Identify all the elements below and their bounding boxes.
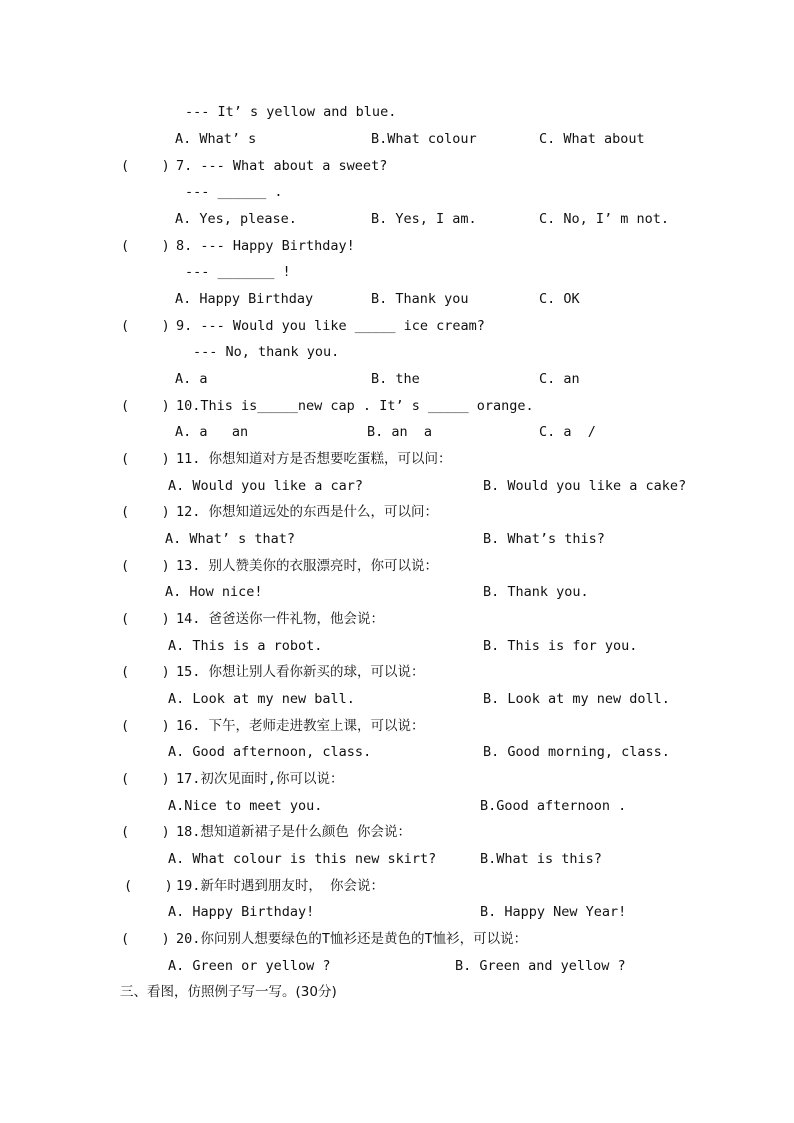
q10-paren: ( ) xyxy=(121,398,170,414)
q15-option-a: A. Look at my new ball. xyxy=(168,691,355,707)
q6-option-c: C. What about xyxy=(539,131,645,147)
q14-option-a: A. This is a robot. xyxy=(168,638,323,654)
q16-question: 16. 下午，老师走进教室上课，可以说： xyxy=(176,718,425,734)
q19-option-a: A. Happy Birthday! xyxy=(168,904,315,920)
q20-option-b: B. Green and yellow ? xyxy=(455,958,626,974)
q9-question: 9. --- Would you like _____ ice cream? xyxy=(176,318,485,334)
q12-option-b: B. What’s this? xyxy=(483,531,605,547)
q20-option-a: A. Green or yellow ? xyxy=(168,958,331,974)
q18-option-a: A. What colour is this new skirt? xyxy=(168,851,437,867)
q18-question: 18.想知道新裙子是什么颜色 你会说： xyxy=(176,824,412,840)
q19-paren: ( ) xyxy=(124,878,173,894)
q19-option-b: B. Happy New Year! xyxy=(480,904,627,920)
q9-option-a: A. a xyxy=(175,371,208,387)
q11-question: 11. 你想知道对方是否想要吃蛋糕，可以问： xyxy=(176,451,452,467)
q16-option-b: B. Good morning, class. xyxy=(483,744,670,760)
q7-question: 7. --- What about a sweet? xyxy=(176,158,388,174)
q17-question: 17.初次见面时,你可以说： xyxy=(176,771,344,787)
q10-option-b: B. an a xyxy=(367,424,433,440)
q14-paren: ( ) xyxy=(121,611,170,627)
q10-question: 10.This is_____new cap . It’ s _____ orange. xyxy=(176,398,534,414)
q6-option-b: B.What colour xyxy=(371,131,477,147)
q12-paren: ( ) xyxy=(121,504,170,520)
q20-question: 20.你问别人想要绿色的T恤衫还是黄色的T恤衫，可以说： xyxy=(176,931,528,947)
q9-option-b: B. the xyxy=(371,371,420,387)
q7-option-a: A. Yes, please. xyxy=(175,211,297,227)
q17-option-a: A.Nice to meet you. xyxy=(168,798,323,814)
q12-option-a: A. What’ s that? xyxy=(165,531,296,547)
q11-paren: ( ) xyxy=(121,451,170,467)
q17-option-b: B.Good afternoon . xyxy=(480,798,627,814)
q8-option-c: C. OK xyxy=(539,291,580,307)
q13-option-b: B. Thank you. xyxy=(483,584,589,600)
q16-paren: ( ) xyxy=(121,718,170,734)
q13-question: 13. 别人赞美你的衣服漂亮时，你可以说： xyxy=(176,558,439,574)
q11-option-b: B. Would you like a cake? xyxy=(483,478,687,494)
q15-paren: ( ) xyxy=(121,664,170,680)
q7-option-b: B. Yes, I am. xyxy=(371,211,477,227)
q8-paren: ( ) xyxy=(121,238,170,254)
q13-option-a: A. How nice! xyxy=(165,584,263,600)
q20-paren: ( ) xyxy=(121,931,170,947)
q11-option-a: A. Would you like a car? xyxy=(168,478,364,494)
q8-option-a: A. Happy Birthday xyxy=(175,291,314,307)
q6-answer-line: --- It’ s yellow and blue. xyxy=(185,104,397,120)
q17-paren: ( ) xyxy=(121,771,170,787)
q9-answer-line: --- No, thank you. xyxy=(193,344,340,360)
q18-option-b: B.What is this? xyxy=(480,851,602,867)
q7-answer-line: --- ______ . xyxy=(185,184,283,200)
q8-answer-line: --- _______ ! xyxy=(185,264,291,280)
q8-option-b: B. Thank you xyxy=(371,291,469,307)
q13-paren: ( ) xyxy=(121,558,170,574)
q18-paren: ( ) xyxy=(121,824,170,840)
q12-question: 12. 你想知道远处的东西是什么，可以问： xyxy=(176,504,439,520)
q10-option-c: C. a / xyxy=(539,424,596,440)
q14-question: 14. 爸爸送你一件礼物，他会说： xyxy=(176,611,385,627)
q8-question: 8. --- Happy Birthday! xyxy=(176,238,355,254)
q19-question: 19.新年时遇到朋友时， 你会说： xyxy=(176,878,385,894)
q9-option-c: C. an xyxy=(539,371,580,387)
q7-paren: ( ) xyxy=(121,158,170,174)
q9-paren: ( ) xyxy=(121,318,170,334)
q7-option-c: C. No, I’ m not. xyxy=(539,211,670,227)
q15-question: 15. 你想让别人看你新买的球，可以说： xyxy=(176,664,425,680)
q15-option-b: B. Look at my new doll. xyxy=(483,691,670,707)
q14-option-b: B. This is for you. xyxy=(483,638,638,654)
q6-option-a: A. What’ s xyxy=(175,131,257,147)
q16-option-a: A. Good afternoon, class. xyxy=(168,744,372,760)
q10-option-a: A. a an xyxy=(175,424,249,440)
section-3-heading: 三、看图，仿照例子写一写。(30分) xyxy=(120,984,337,1000)
